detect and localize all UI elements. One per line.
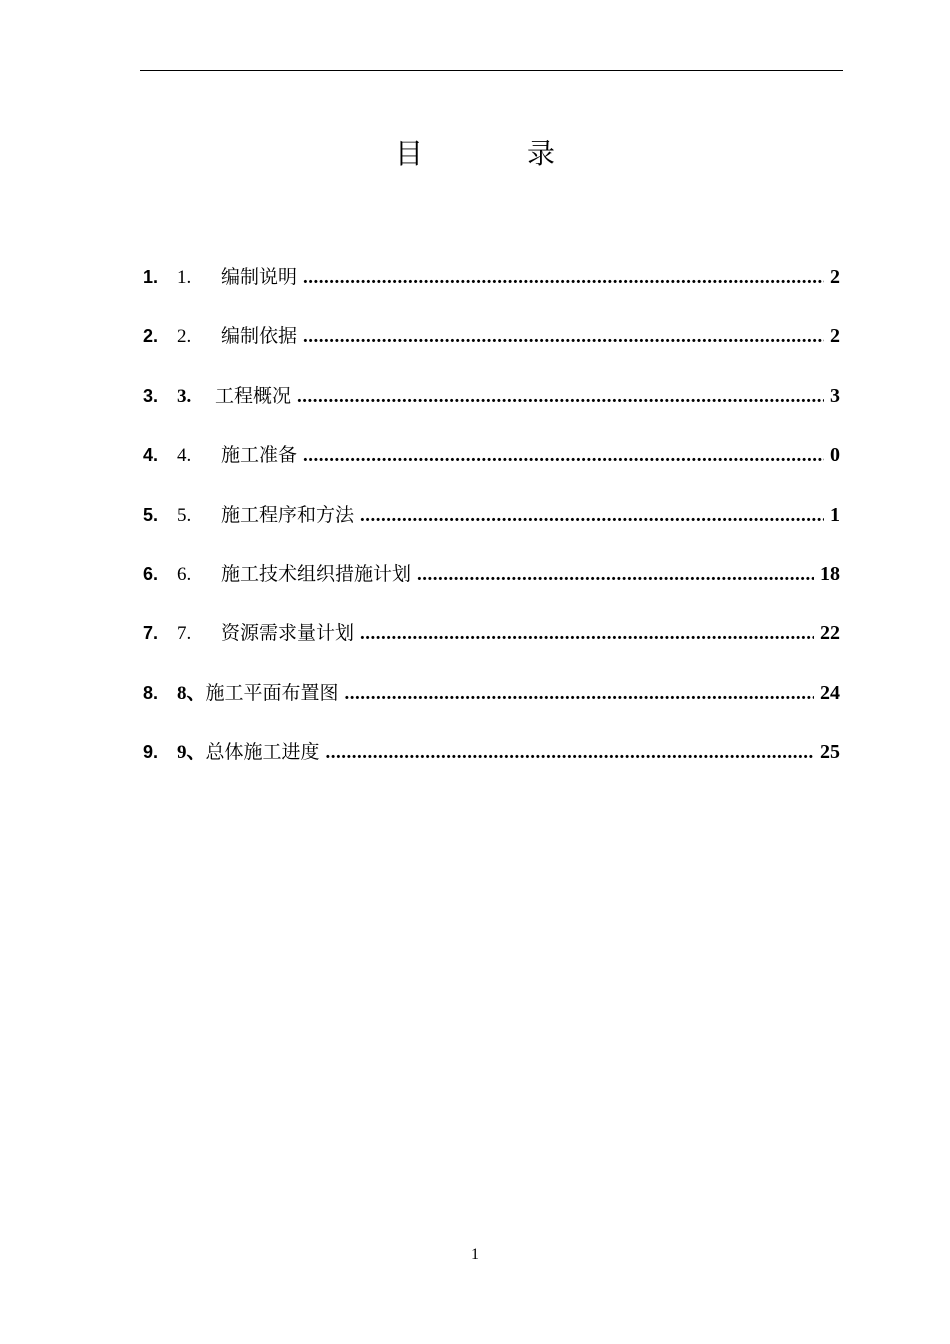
toc-section-number: 2. [177, 326, 192, 348]
title-left-char: 目 [394, 139, 423, 170]
toc-entry[interactable] [143, 440, 840, 499]
toc-auto-number: 6. [143, 563, 159, 584]
toc-leader-dots [326, 742, 814, 764]
toc-entry[interactable] [143, 618, 840, 677]
toc-entry[interactable] [143, 500, 840, 559]
toc-page-number: 2 [830, 266, 840, 288]
toc-entry-title: 总体施工进度 [205, 741, 320, 764]
toc-section-number: 1. [177, 267, 192, 288]
toc-leader-dots [360, 505, 824, 527]
toc-section-number: 9、 [177, 742, 206, 764]
toc-auto-number: 1. [143, 267, 159, 287]
toc-page-number: 18 [820, 562, 840, 585]
toc-auto-number: 2. [143, 326, 159, 347]
toc-auto-number: 4. [143, 445, 159, 466]
toc-entry-title: 工程概况 [215, 384, 292, 407]
toc-leader-dots [345, 683, 814, 705]
toc-entry[interactable] [143, 381, 840, 440]
toc-leader-dots [417, 564, 814, 586]
toc-entry-title: 施工准备 [221, 444, 298, 467]
header-rule [140, 70, 843, 71]
toc-entry-title: 编制依据 [221, 325, 298, 348]
toc-entry[interactable] [143, 559, 840, 618]
toc-auto-number: 9. [143, 742, 159, 763]
toc-section-number: 5. [177, 504, 192, 526]
toc-auto-number: 8. [143, 682, 159, 703]
toc-leader-dots [297, 386, 824, 408]
toc-page-number: 25 [820, 741, 840, 764]
toc-leader-dots [303, 267, 824, 289]
toc-section-number: 4. [177, 445, 192, 467]
table-of-contents [143, 262, 840, 797]
toc-page-number: 3 [830, 384, 840, 407]
toc-page-number: 1 [830, 503, 840, 526]
toc-entry-title: 资源需求量计划 [221, 622, 355, 645]
toc-entry-title: 编制说明 [221, 266, 298, 288]
toc-section-number: 8、 [177, 682, 206, 704]
toc-leader-dots [360, 623, 814, 645]
toc-page-number: 0 [830, 444, 840, 467]
toc-entry-title: 施工平面布置图 [205, 681, 339, 704]
toc-leader-dots [303, 326, 824, 348]
toc-auto-number: 5. [143, 504, 159, 525]
toc-leader-dots [303, 445, 824, 467]
toc-auto-number: 7. [143, 623, 159, 644]
toc-entry[interactable] [143, 678, 840, 737]
toc-page-number: 22 [820, 622, 840, 645]
toc-section-number: 6. [177, 563, 192, 585]
toc-entry-title: 施工程序和方法 [221, 503, 355, 526]
toc-auto-number: 3. [143, 385, 159, 406]
page-title [0, 132, 950, 172]
toc-page-number: 24 [820, 681, 840, 704]
toc-entry[interactable] [143, 262, 840, 321]
title-right-char: 录 [527, 139, 556, 170]
toc-entry[interactable] [143, 321, 840, 380]
toc-page-number: 2 [830, 325, 840, 348]
footer-page-number: 1 [471, 1246, 479, 1263]
toc-section-number: 3. [177, 385, 192, 407]
toc-entry[interactable] [143, 737, 840, 796]
toc-entry-title: 施工技术组织措施计划 [221, 562, 412, 585]
toc-section-number: 7. [177, 623, 192, 645]
